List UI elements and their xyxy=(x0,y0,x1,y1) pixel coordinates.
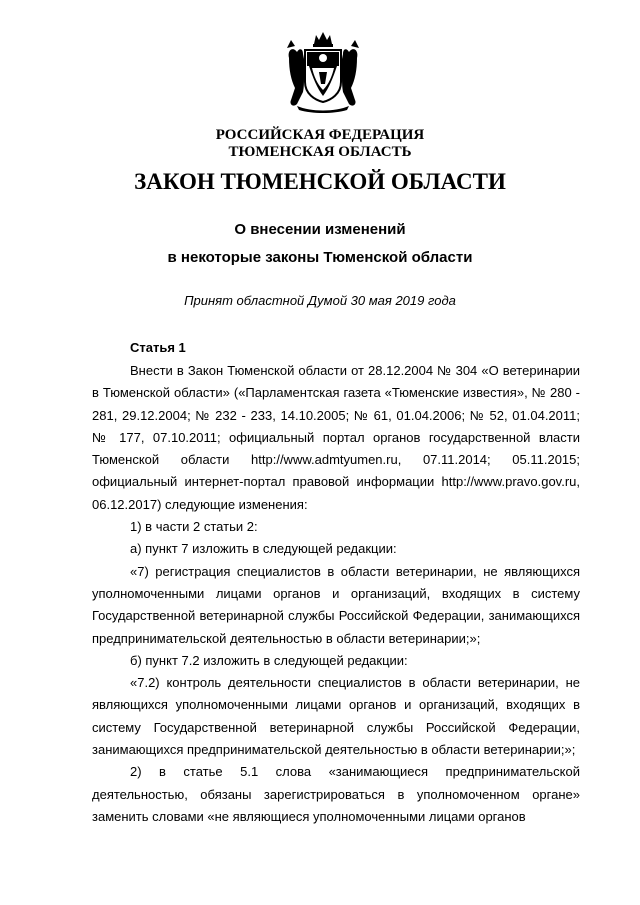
tyumen-region-coat-of-arms-icon xyxy=(283,30,363,114)
subject-line-2: в некоторые законы Тюменской области xyxy=(167,249,473,266)
article-body xyxy=(92,360,580,828)
paragraph-intro: Внести в Закон Тюменской области от 28.12.2004 № 304 «О ветеринарии в Тюменской области» («Парламентская газета «Тюменские известия», № 280 - 281, 29.12.2004; № 232 - 233, 14.10.2005; № 61, 01.04.2006; № 52, 01.04.2011; № 177, 07.10.2011; официальный портал органов государственной власти Тюменской области http://www.admtyumen.ru, 07.11.2014; 05.11.2015; официальный интернет-портал правовой информации http://www.pravo.gov.ru, 06.12.2017) следующие изменения: xyxy=(92,363,580,512)
paragraph-item-1b: б) пункт 7.2 изложить в следующей редакции: xyxy=(130,652,408,668)
paragraph-quote-7: «7) регистрация специалистов в области ветеринарии, не являющихся уполномоченными лицами органов и организаций, входящих в систему Государственной ветеринарной службы Российской Федерации, занимающихся предпринимательской деятельностью в области ветеринарии;»; xyxy=(92,563,580,646)
paragraph-item-1: 1) в части 2 статьи 2: xyxy=(130,519,258,535)
paragraph-item-1a: а) пункт 7 изложить в следующей редакции: xyxy=(130,541,397,557)
subject-line-1: О внесении изменений xyxy=(234,221,406,238)
law-title: ЗАКОН ТЮМЕНСКОЙ ОБЛАСТИ xyxy=(134,169,506,194)
paragraph-item-2: 2) в статье 5.1 слова «занимающиеся предпринимательской деятельностью, обязаны зарегистрироваться в уполномоченном органе» заменить словами «не являющиеся уполномоченными лицами органов xyxy=(92,764,580,824)
region-name: ТЮМЕНСКАЯ ОБЛАСТЬ xyxy=(228,144,412,160)
adoption-note: Принят областной Думой 30 мая 2019 года xyxy=(184,293,456,308)
country-name: РОССИЙСКАЯ ФЕДЕРАЦИЯ xyxy=(215,127,425,143)
paragraph-quote-7-2: «7.2) контроль деятельности специалистов в области ветеринарии, не являющихся уполномоченными лицами органов и организаций, входящих в систему Государственной ветеринарной службы Российской Федерации, занимающихся предпринимательской деятельностью в области ветеринарии;»; xyxy=(92,675,580,758)
article-heading: Статья 1 xyxy=(130,340,186,355)
